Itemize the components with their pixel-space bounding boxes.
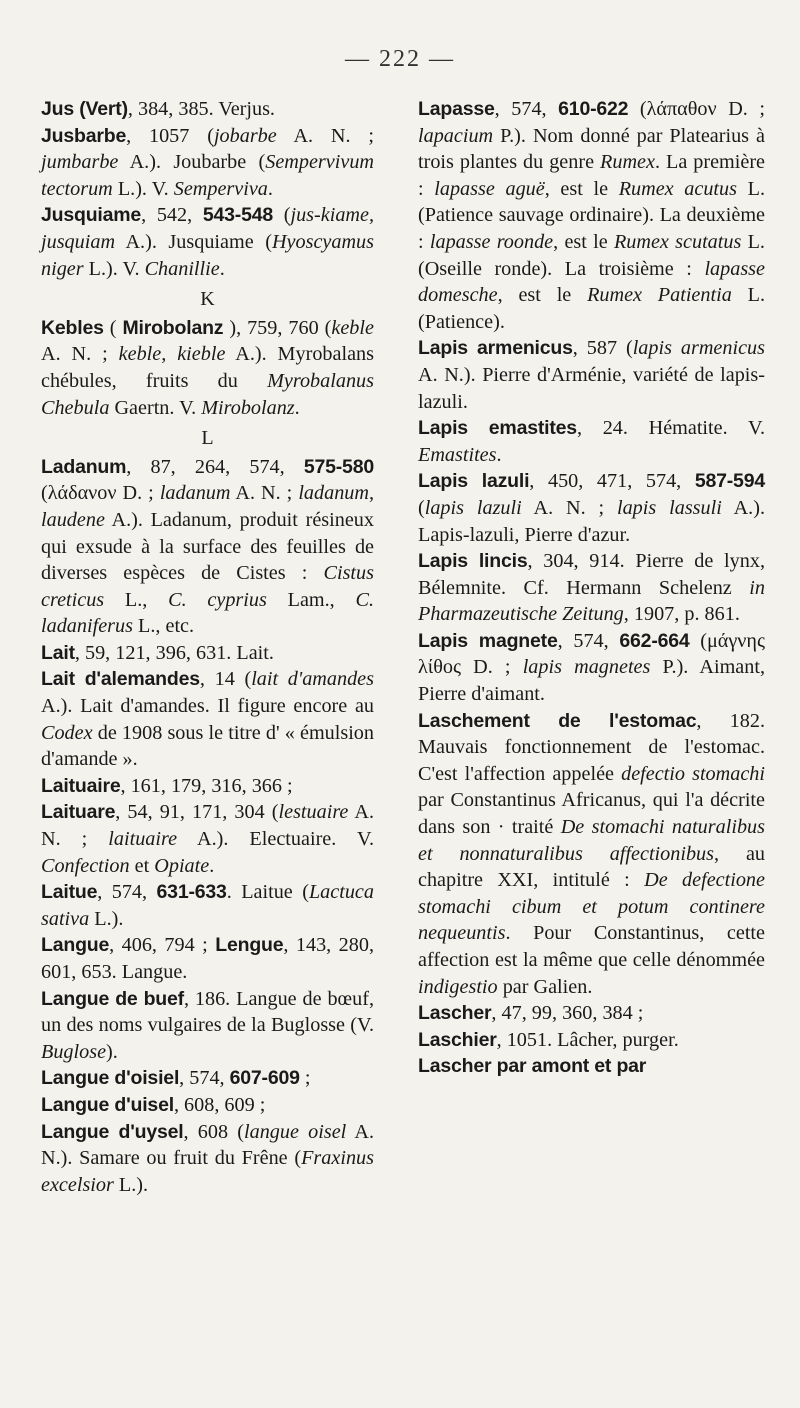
headword: Lapis lazuli [418, 470, 530, 493]
entry-lapis-armenicus: Lapis armenicus, 587 (lapis armenicus A. N.). Pierre d'Arménie, variété de lapis-lazuli. [418, 337, 765, 413]
entry-langue-de-buef: Langue de buef, 186. Langue de bœuf, un des noms vulgaires de la Buglosse (V. Buglose). [41, 987, 374, 1063]
headword: Lascher [418, 1002, 492, 1025]
entry-lapis-lincis: Lapis lincis, 304, 914. Pierre de lynx, Bélemnite. Cf. Hermann Schelenz in Pharmazeutische Zeitung, 1907, p. 861. [418, 550, 765, 626]
entry-laituare: Laituare, 54, 91, 171, 304 (lestuaire A. N. ; laituaire A.). Electuaire. V. Confection et Opiate. [41, 801, 374, 877]
entry-lapasse: Lapasse, 574, 610-622 (λάπαθον D. ; lapacium P.). Nom donné par Platearius à trois plantes du genre Rumex. La première : lapasse aguë, est le Rumex acutus L. (Patience sauvage ordinaire). La deuxième : lapasse roonde, est le Rumex scutatus L. (Oseille ronde). La troisième : lapasse domesche, est le Rumex Patientia L. (Patience). [418, 98, 766, 333]
headword: Laituare [41, 801, 116, 824]
headword: Laituaire [41, 774, 121, 797]
entry-lascher: Lascher, 47, 99, 360, 384 ; [418, 1002, 644, 1025]
headword: Langue d'oisiel [41, 1067, 180, 1090]
entry-laschement-de-lestomac: Laschement de l'estomac, 182. Mauvais fonctionnement de l'estomac. C'est l'affection appelée defectio stomachi par Constantinus Africanus, qui l'a décrite dans son · traité De stomachi naturalibus et nonnaturalibus affectionibus, au chapitre XXI, intitulé : De defectione stomachi cibum et potum continere nequeuntis. Pour Constantinus, cette affection est la même que celle dénommée indigestio par Galien. [418, 709, 765, 998]
entry-jus-vert: Jus (Vert), 384, 385. Verjus. [41, 98, 275, 120]
entry-laschier: Laschier, 1051. Lâcher, purger. [418, 1028, 679, 1051]
entry-langue-duysel: Langue d'uysel, 608 (langue oisel A. N.). Samare ou fruit du Frêne (Fraxinus excelsior L.). [41, 1120, 374, 1196]
headword: Langue d'uysel [41, 1120, 184, 1143]
entry-jusbarbe: Jusbarbe, 1057 (jobarbe A. N. ; jumbarbe A.). Joubarbe (Sempervivum tectorum L.). V. Semperviva. [41, 124, 374, 200]
headword: Jusbarbe [41, 124, 127, 147]
entry-laitue: Laitue, 574, 631-633. Laitue (Lactuca sativa L.). [41, 881, 374, 930]
headword: Ladanum [41, 455, 127, 478]
headword: Lapis emastites [418, 417, 577, 440]
entry-langue-doisiel: Langue d'oisiel, 574, 607-609 ; [41, 1067, 311, 1090]
headword: Laschier [418, 1028, 497, 1051]
entry-lait: Lait, 59, 121, 396, 631. Lait. [41, 641, 274, 664]
headword: Laschement de l'estomac [418, 709, 697, 732]
entry-ladanum: Ladanum, 87, 264, 574, 575-580 (λάδανον D. ; ladanum A. N. ; ladanum, laudene A.). Ladanum, produit résineux qui exsude à la surface des feuilles de diverses espèces de Cistes : Cistus creticus L., C. cyprius Lam., C. ladaniferus L., etc. [41, 455, 375, 638]
entry-jusquiame: Jusquiame, 542, 543-548 (jus-kiame, jusquiam A.). Jusquiame (Hyoscyamus niger L.). V. Chanillie. [41, 204, 374, 280]
section-letter-k: K [200, 288, 215, 311]
entry-langue: Langue, 406, 794 ; Lengue, 143, 280, 601, 653. Langue. [41, 934, 375, 983]
headword: Lait d'alemandes [41, 668, 200, 691]
headword: Lapasse [418, 98, 495, 120]
entry-lait-dalemandes: Lait d'alemandes, 14 (lait d'amandes A.). Lait d'amandes. Il figure encore au Codex de 1908 sous le titre d' « émulsion d'amande ». [41, 668, 374, 771]
entry-langue-duisel: Langue d'uisel, 608, 609 ; [41, 1093, 266, 1116]
entry-laituaire: Laituaire, 161, 179, 316, 366 ; [41, 774, 293, 797]
headword: Lascher par amont et par [418, 1055, 647, 1078]
headword: Jusquiame [41, 204, 142, 227]
headword: Kebles [41, 316, 104, 339]
headword: Langue de buef [41, 987, 184, 1010]
entry-lapis-magnete: Lapis magnete, 574, 662-664 (μάγνης λίθος D. ; lapis magnetes P.). Aimant, Pierre d'aimant. [418, 629, 765, 706]
headword: Lapis magnete [418, 629, 558, 652]
entry-lascher-par-amont [418, 1053, 765, 1080]
page-number: — 222 — [345, 46, 455, 72]
headword: Langue [41, 934, 110, 957]
section-letter-l: L [201, 427, 214, 450]
headword: Langue d'uisel [41, 1093, 174, 1116]
entry-kebles: Kebles ( Mirobolanz ), 759, 760 (keble A. N. ; keble, kieble A.). Myrobalans chébules, fruits du Myrobalanus Chebula Gaertn. V. Mirobolanz. [41, 316, 374, 419]
entry-lapis-emastites: Lapis emastites, 24. Hématite. V. Emastites. [418, 417, 765, 466]
right-column [418, 96, 765, 1080]
headword: Lapis armenicus [418, 337, 573, 360]
left-column [41, 96, 374, 1198]
entry-lapis-lazuli: Lapis lazuli, 450, 471, 574, 587-594 (lapis lazuli A. N. ; lapis lassuli A.). Lapis-lazuli, Pierre d'azur. [418, 470, 765, 546]
headword: Laitue [41, 881, 98, 904]
headword: Lapis lincis [418, 550, 528, 573]
headword: Lait [41, 641, 75, 664]
headword: Jus (Vert) [41, 98, 128, 120]
